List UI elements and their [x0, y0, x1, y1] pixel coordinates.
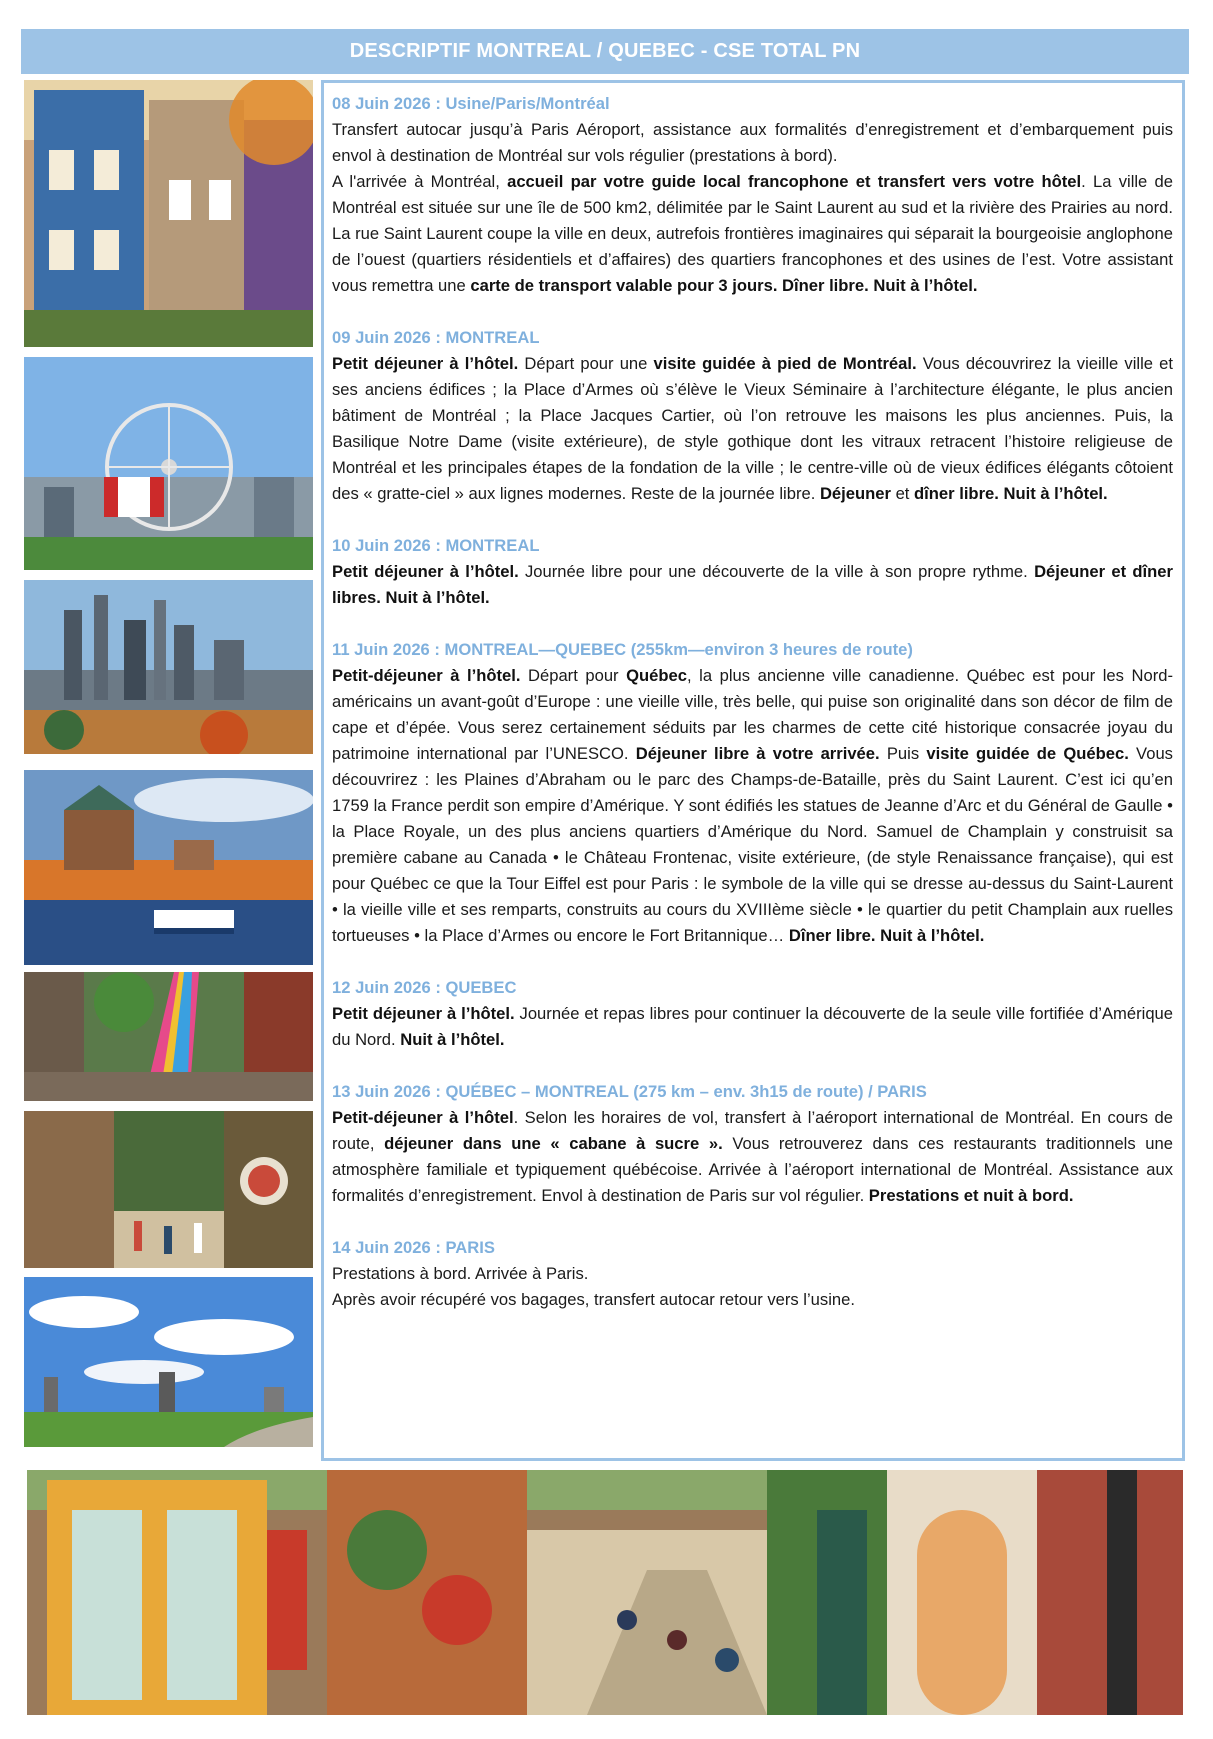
day-description — [332, 1105, 1173, 1209]
itinerary-day — [332, 637, 1173, 949]
body-text: Vous retrouverez dans ces restaurants traditionnels une atmosphère familiale et typiquement québécoise. Arrivée à l’aéroport international de Montréal. Assistance aux formalités d’enregistrement. Envol à destination de Paris sur vol régulier. — [332, 1134, 1173, 1205]
itinerary-day — [332, 533, 1173, 611]
bold-text: Petit déjeuner à l’hôtel. — [332, 354, 519, 373]
itinerary-day — [332, 975, 1173, 1053]
bold-text: Prestations et nuit à bord. — [868, 1186, 1074, 1205]
body-text: A l'arrivée à Montréal, — [332, 172, 508, 191]
itinerary-days — [332, 91, 1173, 1313]
day-title: 12 Juin 2026 : QUEBEC — [332, 978, 517, 997]
day-description — [332, 117, 1173, 299]
bold-text: Dîner libre. Nuit à l’hôtel. — [788, 926, 985, 945]
bold-text: Petit déjeuner à l’hôtel. — [332, 1004, 515, 1023]
bold-text: Déjeuner et dîner libres. Nuit à l’hôtel. — [332, 562, 1173, 607]
bold-text: Petit-déjeuner à l’hôtel — [332, 1108, 514, 1127]
day-description — [332, 559, 1173, 611]
photo-quebec-rainbow-stairs — [24, 972, 313, 1101]
body-text: Vous découvrirez : les Plaines d’Abraham ou le parc des Champs-de-Bataille, près du Saint Laurent. C’est ici qu’en 1759 la France perdit son empire d’Amérique. Y sont édifiés les statues de Jeanne d’Arc et du Général de Gaulle • la Place Royale, un des plus anciens quartiers d’Amérique du Nord. Samuel de Champlain y construisit sa première cabane au Canada • le Château Frontenac, visite extérieure, (de style Renaissance française), qui est pour Québec ce que la Tour Eiffel est pour Paris : le symbole de la ville qui se dresse au-dessus du Saint-Laurent • la vieille ville et ses remparts, construits au cours du XVIIIème siècle • le quartier du petit Champlain aux ruelles tortueuses • la Place d’Armes ou encore le Fort Britannique… — [332, 744, 1173, 945]
day-title: 09 Juin 2026 : MONTREAL — [332, 328, 540, 347]
day-title: 13 Juin 2026 : QUÉBEC – MONTREAL (275 km – env. 3h15 de route) / PARIS — [332, 1082, 927, 1101]
body-text: Journée libre pour une découverte de la ville à son propre rythme. — [518, 562, 1035, 581]
bold-text: visite guidée de Québec. — [926, 744, 1129, 763]
body-text: . La ville de Montréal est située sur une île de 500 km2, délimitée par le Saint Laurent au sud et la rivière des Prairies au nord. La rue Saint Laurent coupe la ville en deux, autrefois frontières imaginaires qui séparait la bourgeoisie anglophone de l’ouest (quartiers résidentiels et d’affaires) des quartiers francophones et des usines de l’est. Votre assistant vous remettra une — [332, 172, 1173, 295]
photo-quebec-petit-champlain-street — [24, 1111, 313, 1268]
itinerary-day — [332, 91, 1173, 299]
bold-text: Déjeuner libre à votre arrivée. — [635, 744, 880, 763]
body-text: et — [890, 484, 915, 503]
body-text: Prestations à bord. Arrivée à Paris. — [332, 1264, 589, 1283]
itinerary-day — [332, 1079, 1173, 1209]
day-description — [332, 1001, 1173, 1053]
bold-text: Québec — [626, 666, 687, 685]
day-paragraph — [332, 117, 1173, 169]
day-paragraph — [332, 1105, 1173, 1209]
photo-montreal-ferris-wheel-flag — [24, 357, 313, 570]
bold-text: déjeuner dans une « cabane à sucre ». — [384, 1134, 723, 1153]
bold-text: dîner libre. Nuit à l’hôtel. — [914, 484, 1108, 503]
itinerary-panel — [321, 80, 1185, 1461]
bold-text: Déjeuner — [819, 484, 891, 503]
day-paragraph — [332, 1001, 1173, 1053]
bold-text: Petit déjeuner à l’hôtel. — [332, 562, 519, 581]
itinerary-day — [332, 1235, 1173, 1313]
day-paragraph — [332, 351, 1173, 507]
day-paragraph — [332, 1287, 1173, 1313]
photo-quebec-old-town-street — [27, 1470, 1183, 1715]
bold-text: visite guidée à pied de Montréal. — [653, 354, 917, 373]
body-text: Après avoir récupéré vos bagages, transfert autocar retour vers l’usine. — [332, 1290, 855, 1309]
bold-text: Petit-déjeuner à l’hôtel. — [332, 666, 521, 685]
bold-text: accueil par votre guide local francophone et transfert vers votre hôtel — [507, 172, 1082, 191]
body-text: Départ pour une — [518, 354, 654, 373]
day-paragraph — [332, 559, 1173, 611]
day-description — [332, 663, 1173, 949]
page-title: DESCRIPTIF MONTREAL / QUEBEC - CSE TOTAL PN — [21, 29, 1189, 74]
body-text: Départ pour — [520, 666, 627, 685]
body-text: . Selon les horaires de vol, transfert à l’aéroport international de Montréal. En cours de route, — [332, 1108, 1173, 1153]
bold-text: Nuit à l’hôtel. — [400, 1030, 505, 1049]
day-title: 10 Juin 2026 : MONTREAL — [332, 536, 540, 555]
body-text: , la plus ancienne ville canadienne. Québec est pour les Nord-américains un avant-goût d’Europe : une vieille ville, très belle, qui puise son originalité dans son décor de film de cape et d’épée. Vous serez certainement séduits par les charmes de cette cité historique consacrée joyau du patrimoine international par l’UNESCO. — [332, 666, 1173, 763]
body-text: Puis — [879, 744, 927, 763]
day-title: 14 Juin 2026 : PARIS — [332, 1238, 495, 1257]
body-text: Transfert autocar jusqu’à Paris Aéroport, assistance aux formalités d’enregistrement et d’embarquement puis envol à destination de Montréal sur vols régulier (prestations à bord). — [332, 120, 1173, 165]
photo-montreal-victorian-houses — [24, 80, 313, 347]
bold-text: carte de transport valable pour 3 jours. Dîner libre. Nuit à l’hôtel. — [470, 276, 978, 295]
day-description — [332, 351, 1173, 507]
day-paragraph — [332, 663, 1173, 949]
day-title: 08 Juin 2026 : Usine/Paris/Montréal — [332, 94, 610, 113]
photo-montreal-skyline — [24, 580, 313, 754]
day-title: 11 Juin 2026 : MONTREAL—QUEBEC (255km—environ 3 heures de route) — [332, 640, 913, 659]
day-description — [332, 1261, 1173, 1313]
day-paragraph — [332, 1261, 1173, 1287]
itinerary-day — [332, 325, 1173, 507]
photo-plains-of-abraham — [24, 1277, 313, 1447]
day-paragraph — [332, 169, 1173, 299]
body-text: Vous découvrirez la vieille ville et ses anciens édifices ; la Place d’Armes où s’élève le Vieux Séminaire à l’architecture élégante, le plus ancien bâtiment de Montréal ; la Place Jacques Cartier, où l’on retrouve les maisons les plus anciennes. Puis, la Basilique Notre Dame (visite extérieure), de style gothique dont les vitraux retracent l’histoire religieuse de Montréal et les principales étapes de la fondation de la ville ; le centre-ville où de vieux édifices élégants côtoient des « gratte-ciel » aux lignes modernes. Reste de la journée libre. — [332, 354, 1173, 503]
photo-quebec-chateau-frontenac — [24, 770, 313, 965]
body-text: Journée et repas libres pour continuer la découverte de la seule ville fortifiée d’Amérique du Nord. — [332, 1004, 1174, 1049]
